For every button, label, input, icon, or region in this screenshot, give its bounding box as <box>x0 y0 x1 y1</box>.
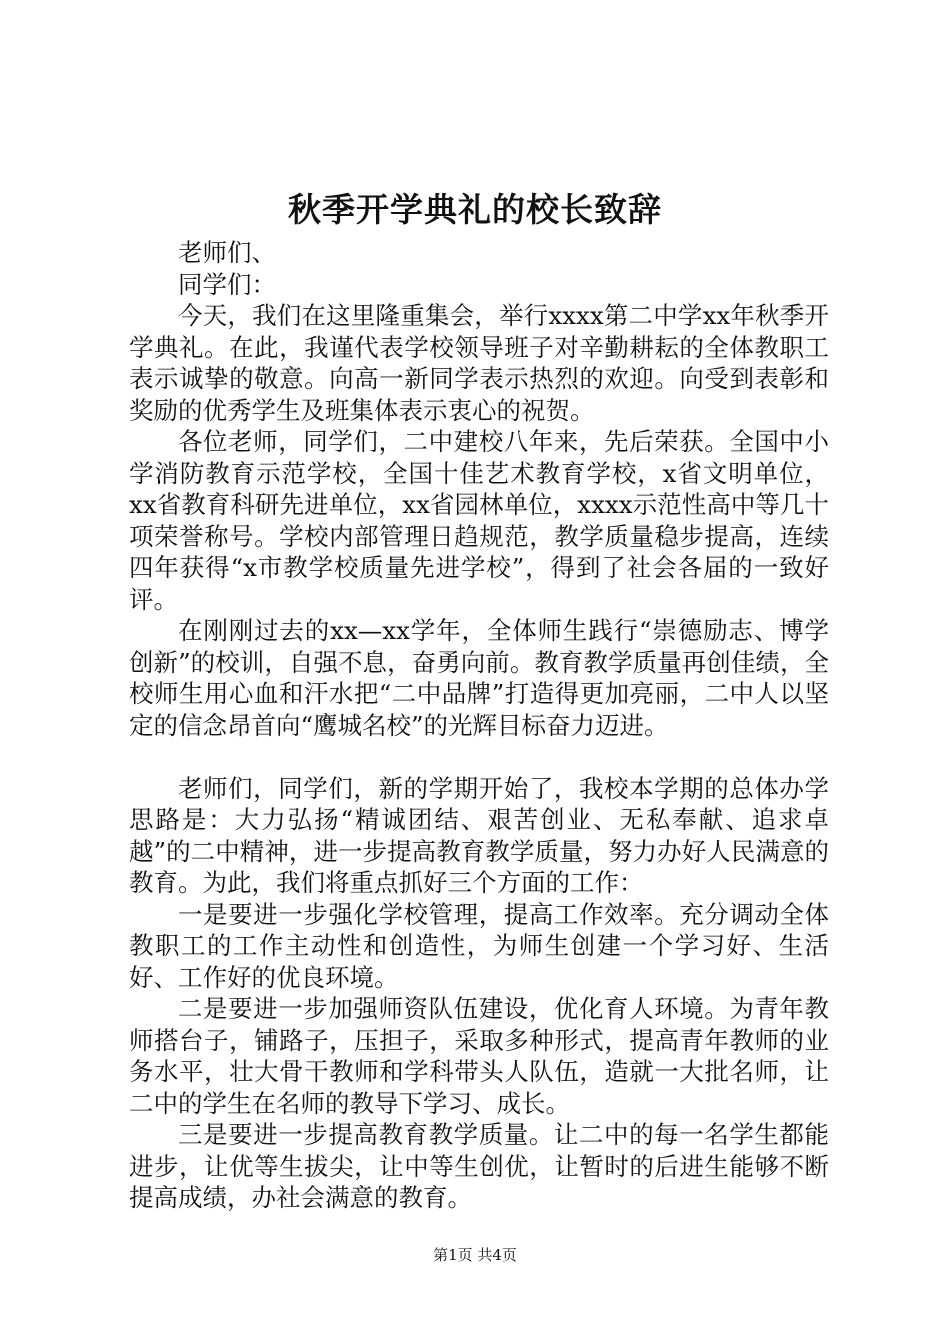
salutation-students: 同学们： <box>178 269 276 299</box>
paragraph-honors: 各位老师，同学们，二中建校八年来，先后荣获。全国中小学消防教育示范学校，全国十佳艺术教育学校，x省文明单位，xx省教育科研先进单位，xx省园林单位，xxxx示范性高中等几十项荣誉称号。学校内部管理日趋规范，教学质量稳步提高，连续四年获得“x市教学校质量先进学校”，得到了社会各届的一致好评。 <box>129 427 829 614</box>
paragraph-opening: 今天，我们在这里隆重集会，举行xxxx第二中学xx年秋季开学典礼。在此，我谨代表学校领导班子对辛勤耕耘的全体教职工表示诚挚的敬意。向高一新同学表示热烈的欢迎。向受到表彰和奖励的优秀学生及班集体表示衷心的祝贺。 <box>129 301 829 425</box>
document-title: 秋季开学典礼的校长致辞 <box>288 190 662 229</box>
paragraph-new-semester: 老师们，同学们，新的学期开始了，我校本学期的总体办学思路是：大力弘扬“精诚团结、艰苦创业、无私奉献、追求卓越”的二中精神，进一步提高教育教学质量，努力办好人民满意的教育。为此，我们将重点抓好三个方面的工作： <box>129 773 829 897</box>
paragraph-point-one: 一是要进一步强化学校管理，提高工作效率。充分调动全体教职工的工作主动性和创造性，为师生创建一个学习好、生活好、工作好的优良环境。 <box>129 899 829 992</box>
paragraph-point-three: 三是要进一步提高教育教学质量。让二中的每一名学生都能进步，让优等生拔尖，让中等生创优，让暂时的后进生能够不断提高成绩，办社会满意的教育。 <box>129 1120 829 1212</box>
salutation-teachers: 老师们、 <box>178 238 276 267</box>
paragraph-point-two: 二是要进一步加强师资队伍建设，优化育人环境。为青年教师搭台子，铺路子，压担子，采取多种形式，提高青年教师的业务水平，壮大骨干教师和学科带头人队伍，造就一大批名师，让二中的学生在名师的教导下学习、成长。 <box>129 994 829 1118</box>
paragraph-past-year: 在刚刚过去的xx—xx学年，全体师生践行“崇德励志、博学创新”的校训，自强不息，奋勇向前。教育教学质量再创佳绩，全校师生用心血和汗水把“二中品牌”打造得更加亮丽，二中人以坚定的信念昂首向“鹰城名校”的光辉目标奋力迈进。 <box>129 616 829 740</box>
document-body <box>129 237 829 1214</box>
page-number-footer: 第1页 共4页 <box>433 1246 517 1264</box>
